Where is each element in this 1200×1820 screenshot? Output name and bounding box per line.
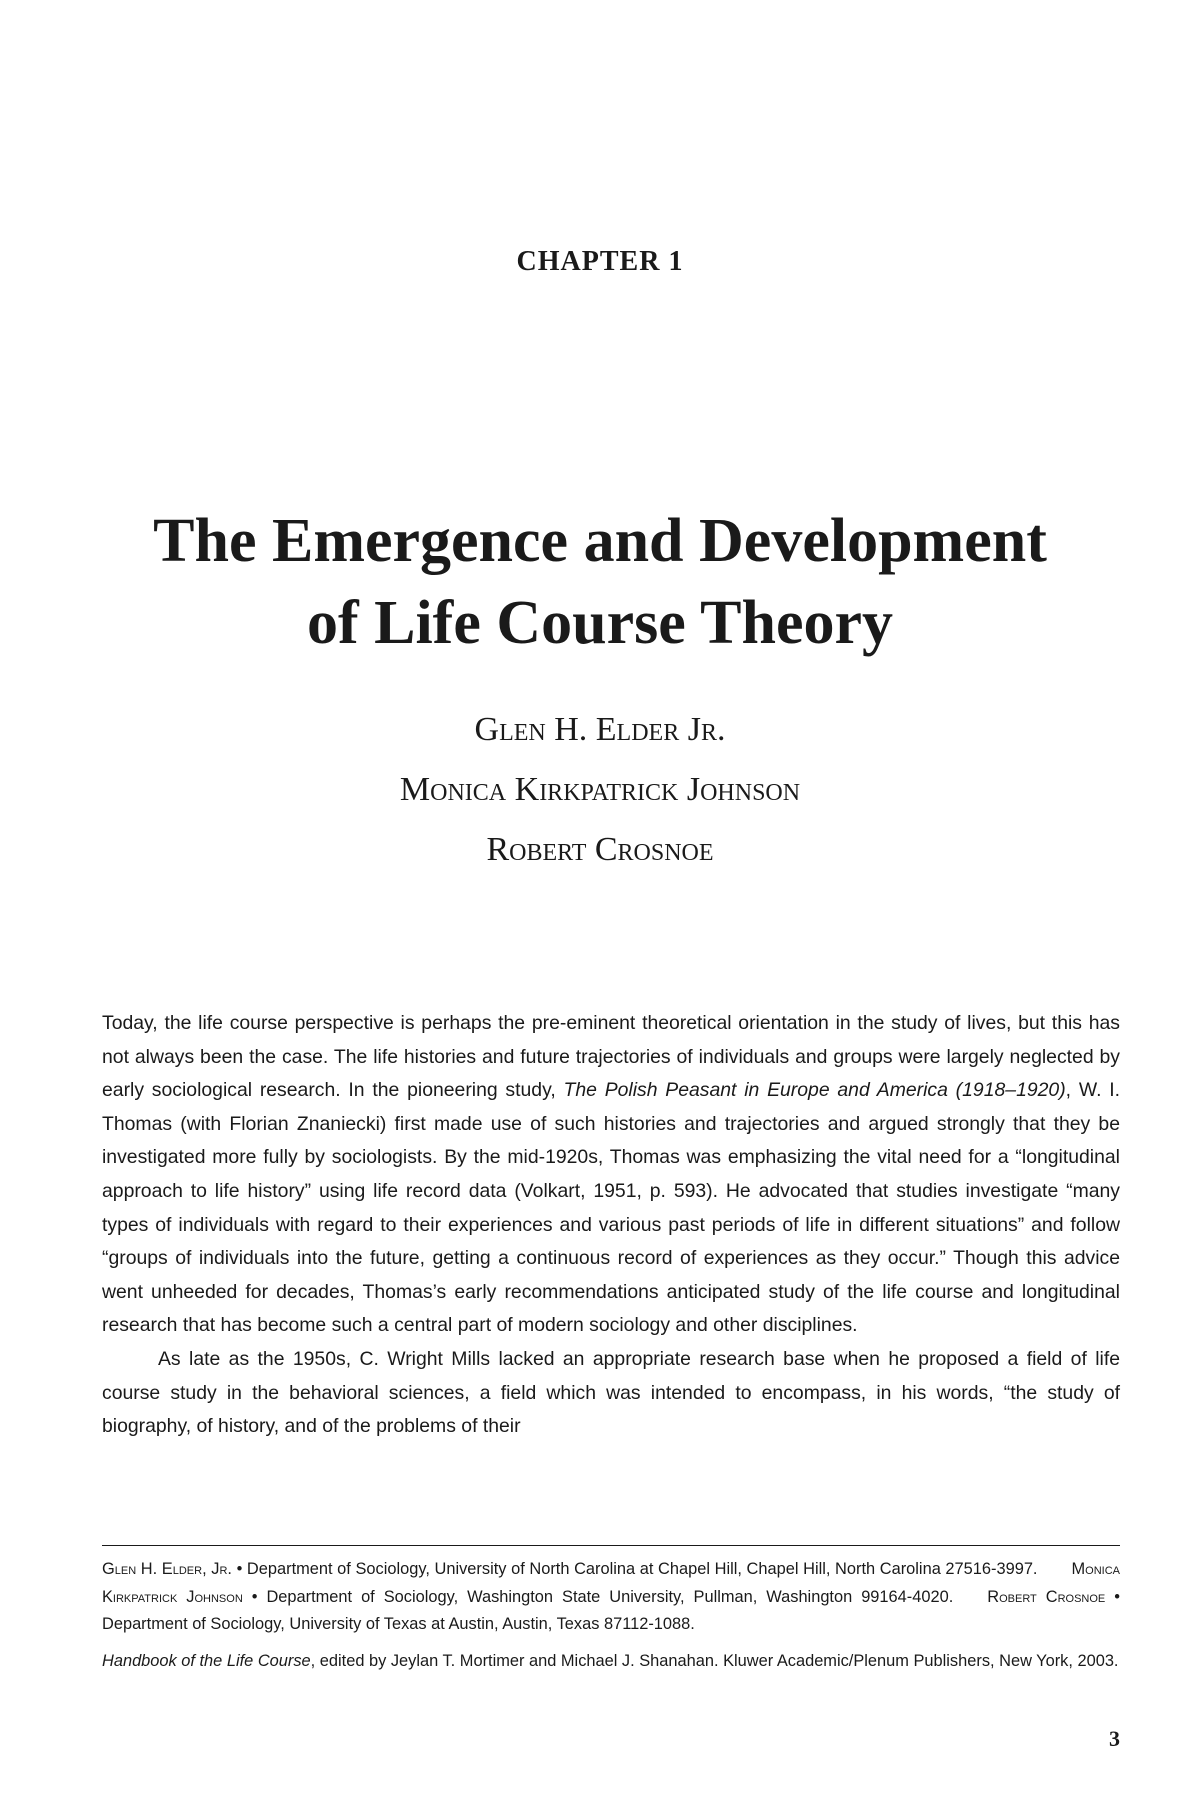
footnotes <box>102 1556 1120 1675</box>
cited-book-title: The Polish Peasant in Europe and America (1918–1920) <box>563 1079 1066 1102</box>
footnote-author-affiliation: • Department of Sociology, University of North Carolina at Chapel Hill, Chapel Hill, North Carolina 27516-3997. <box>231 1560 1038 1578</box>
paragraph-1-text-end: , W. I. Thomas (with Florian Znaniecki) first made use of such histories and trajectories and argued strongly that they be investigated more fully by sociologists. By the mid-1920s, Thomas was emphasizing the vital need for a “longitudinal approach to life history” using life record data (Volkart, 1951, p. 593). He advocated that studies investigate “many types of individuals with regard to their experiences and various past periods of life in different situations” and follow “groups of individuals into the future, getting a continuous record of experiences as they occur.” Though this advice went unheeded for decades, Thomas’s early recommendations anticipated study of the life course and longitudinal research that has become such a central part of modern sociology and other disciplines. <box>102 1079 1121 1337</box>
footnote-rule <box>102 1545 1120 1546</box>
footnote-author-name: Robert Crosnoe <box>987 1587 1106 1606</box>
paragraph-1-text-start: Today, the life course perspective is perhaps the pre-eminent theoretical orientation in the study of lives, but this has not always been the case. The life histories and future trajectories of individuals and groups were largely neglected by early sociological research. In the pioneering study, <box>102 1012 1120 1102</box>
chapter-title-line-2: of Life Course Theory <box>306 589 894 657</box>
author-affiliations <box>102 1556 1120 1639</box>
footnote-author-affiliation: • Department of Sociology, University of Texas at Austin, Austin, Texas 87112-1088. <box>102 1587 1120 1633</box>
author-name: Monica Kirkpatrick Johnson <box>399 771 801 808</box>
chapter-label: CHAPTER 1 <box>516 246 684 277</box>
handbook-title: Handbook of the Life Course <box>102 1651 311 1670</box>
footnote-author-name: Monica Kirkpatrick Johnson <box>102 1560 1120 1606</box>
handbook-details: , edited by Jeylan T. Mortimer and Michael J. Shanahan. Kluwer Academic/Plenum Publishers, New York, 2003. <box>310 1651 1119 1670</box>
paragraph-2: As late as the 1950s, C. Wright Mills lacked an appropriate research base when he proposed a field of life course study in the behavioral sciences, a field which was intended to encompass, in his words, “the study of biography, of history, and of the problems of their <box>102 1347 1120 1438</box>
chapter-title-line-1: The Emergence and Development <box>153 507 1047 575</box>
author-list <box>0 700 1200 880</box>
footnote-author-affiliation: • Department of Sociology, Washington State University, Pullman, Washington 99164-4020. <box>242 1587 954 1606</box>
paragraph-1 <box>102 1007 1120 1343</box>
page-number: 3 <box>1109 1726 1120 1751</box>
handbook-citation <box>102 1648 1120 1676</box>
author-name: Glen H. Elder Jr. <box>474 711 726 748</box>
author-name: Robert Crosnoe <box>486 831 714 868</box>
chapter-title <box>0 500 1200 664</box>
body-text <box>102 1007 1120 1444</box>
footnote-author-name: Glen H. Elder, Jr. <box>102 1560 232 1578</box>
